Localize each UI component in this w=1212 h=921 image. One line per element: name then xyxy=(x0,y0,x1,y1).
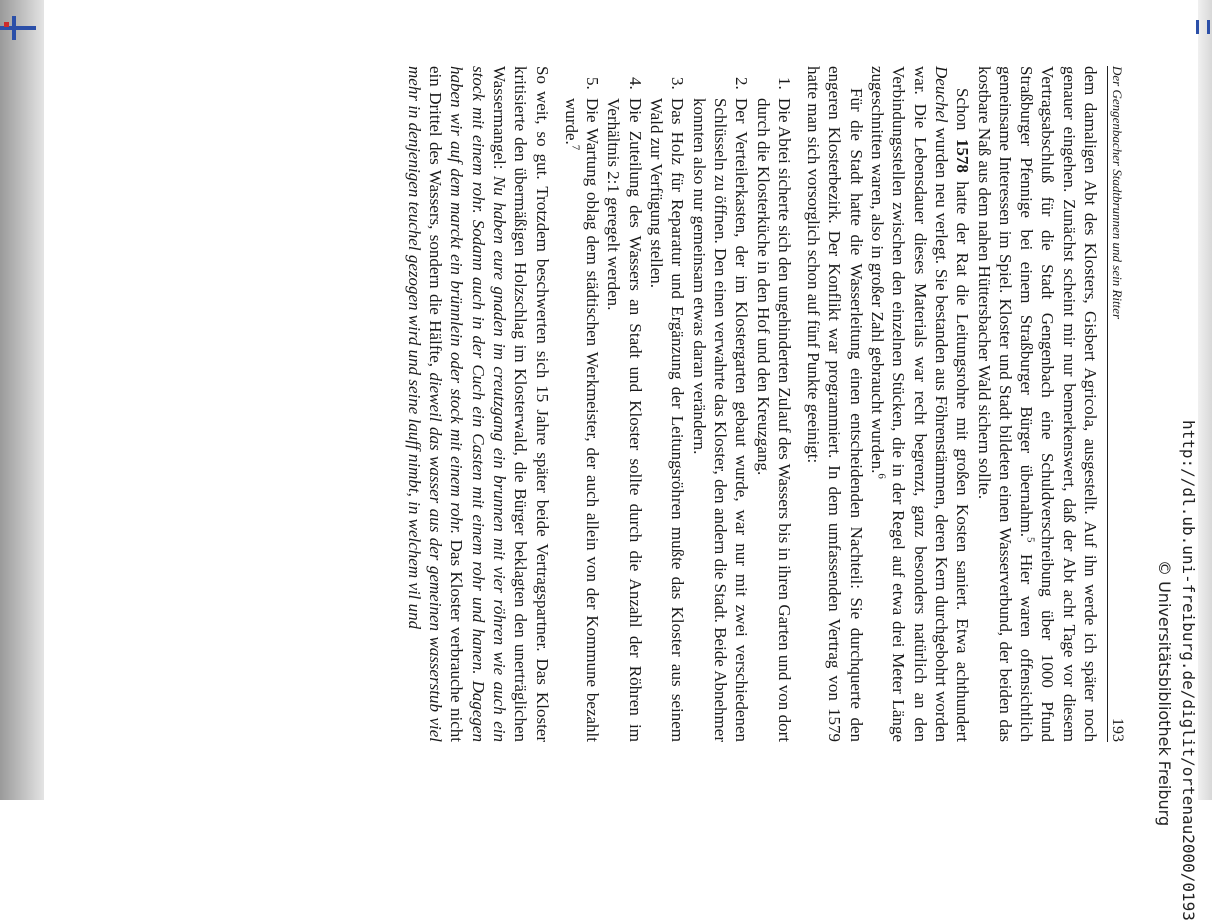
paragraph: So weit, so gut. Trotzdem beschwerten sich 15 Jahre später beide Vertragspartner. Das Kloster kritisierte den übermäßigen Holzschlag im Klosterwald, die Bürger beklagten den unerträglichen Wassermangel: Nu haben eure gnaden im creutzgang ein brunnen mit vier röhren wie auch ein stock mit einem rohr. Sodann auch in der Cuch ein Casten mit einem rohr und hanen. Dagegen haben wir auf dem marckt ein brünnlein oder stock mit einem rohr. Das Kloster verbrauche nicht ein Drittel des Wassers, sondern die Hälfte, dieweil das wasser aus der gemeinen wasserstub viel mehr in denjenigen teuchel gezogen wird und seine lauff nimbt, in welchem vil und xyxy=(404,66,552,742)
viewer-right-margin xyxy=(1198,0,1212,800)
list-item: 4. Die Zuteilung des Wassers an Stadt und Kloster sollte durch die Anzahl der Röhren im Verhältnis 2:1 geregelt werden. xyxy=(603,94,646,742)
paragraph: Schon 1578 hatte der Rat die Leitungsrohre mit großen Kosten saniert. Etwa achthundert Deuchel wurden neu verlegt. Sie bestanden aus Föhrenstämmen, deren Kern durchgebohrt worden war. Die Lebensdauer dieses Materials war recht begrenzt, ganz besonders natürlich an den Verbindungsstellen zwischen den einzelnen Stücken, die in der Regel auf etwa drei Meter Länge zugeschnitten waren, also in großer Zahl gebraucht wurden.$^6$ xyxy=(868,66,973,742)
source-url[interactable]: http://dl.ub.uni-freiburg.de/diglit/ortenau2000/0193 xyxy=(1179,420,1198,921)
page-number: 193 xyxy=(1109,718,1126,742)
footnote-ref[interactable]: 5 xyxy=(1024,536,1037,543)
running-title: Der Gengenbacher Stadtbrunnen und sein Ritter xyxy=(1110,66,1125,320)
footnote-ref[interactable]: 6 xyxy=(875,473,888,479)
list-item: 1. Die Abtei sicherte sich den ungehinderten Zulauf des Wassers bis in ihren Garten und von dort durch die Klosterküche in den Hof und den Kreuzgang. xyxy=(752,94,795,742)
copyright-notice: © Universitätsbibliothek Freiburg xyxy=(1155,560,1174,827)
scan-registration-mark xyxy=(0,16,36,40)
page-body xyxy=(404,66,1102,742)
list-item: 3. Das Holz für Reparatur und Ergänzung der Leitungsröhren mußte das Kloster aus seinem Wald zur Verfügung stellen. xyxy=(646,94,689,742)
list-item: 5. Die Wartung oblag dem städtischen Werkmeister, der auch allein von der Kommune bezahlt wurde.$^7$ xyxy=(561,94,604,742)
paragraph: dem damaligen Abt des Klosters, Gisbert Agricola, ausgestellt. Auf ihn werde ich später noch genauer eingehen. Zunächst scheint mir nur bemerkenswert, daß der Abt acht Tage vor diesem Vertragsabschluß für die Stadt Gengenbach eine Schuldverschreibung über 1000 Pfund Straßburger Pfennige bei einem Straßburger Bürger übernahm.$^5$ Hier waren offensichtlich gemeinsame Interessen im Spiel. Kloster und Stadt bildeten einen Wasserverbund, der beiden das kostbare Naß aus dem nahen Hüttersbacher Wald sichern sollte. xyxy=(974,66,1100,742)
numbered-list xyxy=(561,66,795,742)
footnote-ref[interactable]: 7 xyxy=(569,144,582,151)
scan-registration-mark-right xyxy=(1196,20,1210,34)
source-footer xyxy=(1138,0,1198,921)
viewer-left-margin xyxy=(0,0,44,800)
running-header xyxy=(1107,66,1126,742)
paragraph: Für die Stadt hatte die Wasserleitung einen entscheidenden Nachteil: Sie durchquerte den engeren Klosterbezirk. Der Konflikt war programmiert. In dem umfassenden Vertrag von 1579 hatte man sich vorsorglich schon auf fünf Punkte geeinigt: xyxy=(804,66,866,742)
scanned-page xyxy=(44,0,1198,921)
list-item: 2. Der Verteilerkasten, der im Klostergarten gebaut wurde, war nur mit zwei verschiedenen Schlüsseln zu öffnen. Den einen verwahrte das Kloster, den andern die Stadt. Beide Abnehmer konnten also nur gemeinsam etwas daran verändern. xyxy=(688,94,752,742)
